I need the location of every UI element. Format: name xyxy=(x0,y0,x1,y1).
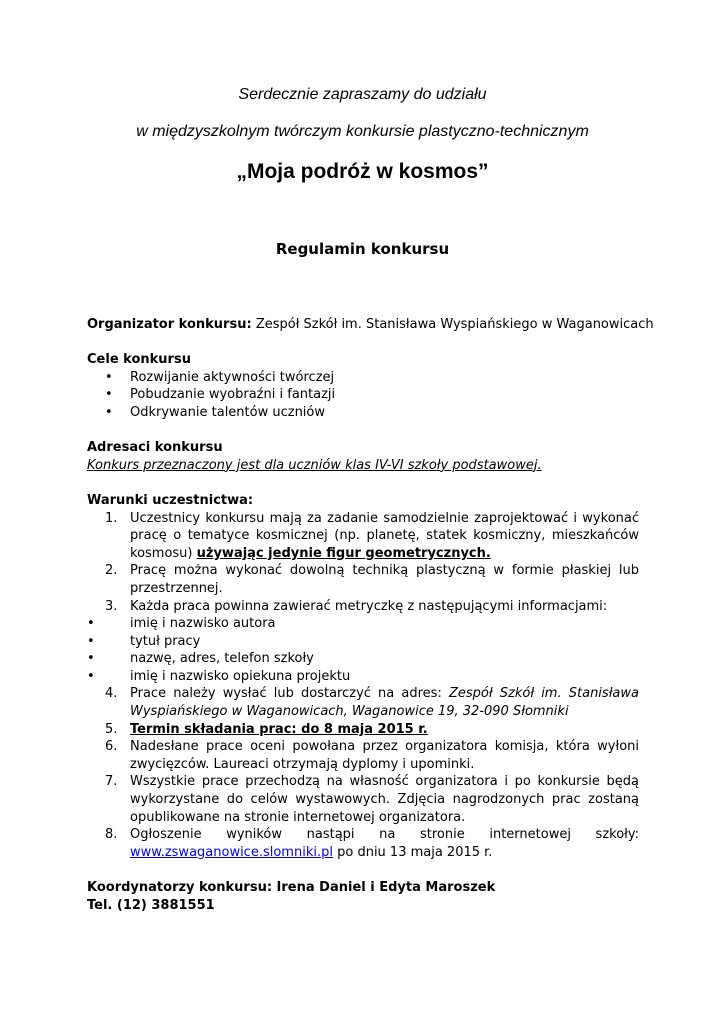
school-address: Zespół Szkół im. Stanisława Wyspiańskiego w Waganowicach, Waganowice 19, 32-090 Słomniki xyxy=(130,686,639,720)
coordinators-line: Koordynatorzy konkursu: Irena Daniel i Edyta Maroszek xyxy=(87,880,496,895)
condition-text: Ogłoszenie wyników nastąpi na stronie internetowej szkoły: xyxy=(130,827,639,843)
condition-text: Nadesłane prace oceni powołana przez organizatora komisja, która wyłoni zwycięzców. Laureaci otrzymają dyplomy i upominki. xyxy=(130,739,639,772)
bullet-icon: • xyxy=(87,651,95,667)
intro-line-2: w międzyszkolnym twórczym konkursie plastyczno-technicznym xyxy=(136,123,589,140)
results-date: po dniu 13 maja 2015 r. xyxy=(337,844,493,860)
condition-item-4 xyxy=(87,685,639,720)
bullet-icon: • xyxy=(105,387,113,403)
condition-item-2 xyxy=(87,562,639,597)
item-number: 2. xyxy=(105,563,118,579)
rules-heading: Regulamin konkursu xyxy=(275,240,450,258)
bullet-icon: • xyxy=(87,668,95,684)
conditions-heading: Warunki uczestnictwa: xyxy=(87,492,254,508)
condition-text: Uczestnicy konkursu mają za zadanie samodzielnie zaprojektować i wykonać pracę o tematyce kosmicznej (np. planetę, statek kosmiczny, mieszkańców kosmosu) xyxy=(130,510,639,561)
item-number: 7. xyxy=(105,774,118,790)
condition-text: Pracę można wykonać dowolną techniką plastyczną w formie płaskiej lub przestrzennej. xyxy=(130,563,639,596)
intro-line-1: Serdecznie zapraszamy do udziału xyxy=(238,86,487,103)
results-line-1 xyxy=(130,826,639,844)
phone-line: Tel. (12) 3881551 xyxy=(87,897,215,913)
condition-item-5 xyxy=(87,721,639,739)
goal-item xyxy=(87,386,639,404)
organizer-label: Organizator konkursu: xyxy=(87,317,252,332)
goal-item xyxy=(87,404,639,422)
condition-text: Wszystkie prace przechodzą na własność organizatora i po konkursie będą wykorzystane do celów wystawowych. Zdjęcia nagrodzonych prac zostaną opublikowane na stronie internetowej organizatora. xyxy=(130,774,639,825)
condition-item-7 xyxy=(87,773,639,826)
results-line-2 xyxy=(130,844,639,862)
item-number: 8. xyxy=(105,827,118,843)
bullet-icon: • xyxy=(105,404,113,420)
contest-title: „Moja podróż w kosmos” xyxy=(236,160,489,183)
goal-text: Pobudzanie wyobraźni i fantazji xyxy=(130,387,336,403)
item-number: 4. xyxy=(105,686,118,702)
metrics-text: tytuł pracy xyxy=(130,633,201,649)
organizer-line xyxy=(87,316,654,334)
condition-emphasis: używając jedynie figur geometrycznych. xyxy=(196,545,491,561)
metrics-item xyxy=(87,615,639,633)
metrics-item xyxy=(87,650,639,668)
item-number: 5. xyxy=(105,721,118,737)
school-website-link[interactable]: www.zswaganowice.slomniki.pl xyxy=(130,844,333,860)
item-number: 1. xyxy=(105,510,118,526)
bullet-icon: • xyxy=(87,616,95,632)
condition-item-1 xyxy=(87,510,639,563)
deadline-text: Termin składania prac: do 8 maja 2015 r. xyxy=(130,721,428,737)
bullet-icon: • xyxy=(87,633,95,649)
bullet-icon: • xyxy=(105,369,113,385)
goal-item xyxy=(87,369,639,387)
item-number: 3. xyxy=(105,598,118,614)
goal-text: Odkrywanie talentów uczniów xyxy=(130,404,326,420)
item-number: 6. xyxy=(105,739,118,755)
organizer-value: Zespół Szkół im. Stanisława Wyspiańskiego w Waganowicach xyxy=(255,317,654,332)
condition-item-3 xyxy=(87,598,639,616)
condition-text: Prace należy wysłać lub dostarczyć na adres: xyxy=(130,686,442,702)
rules-body xyxy=(87,316,654,914)
goal-text: Rozwijanie aktywności twórczej xyxy=(130,369,335,385)
metrics-item xyxy=(87,633,639,651)
metrics-text: imię i nazwisko opiekuna projektu xyxy=(130,668,351,684)
addressees-heading: Adresaci konkursu xyxy=(87,440,223,456)
condition-text: Każda praca powinna zawierać metryczkę z następującymi informacjami: xyxy=(130,598,608,614)
goals-heading: Cele konkursu xyxy=(87,352,191,368)
addressees-text: Konkurs przeznaczony jest dla uczniów klas IV-VI szkoły podstawowej. xyxy=(87,457,542,473)
metrics-item xyxy=(87,668,639,686)
condition-item-6 xyxy=(87,738,639,773)
condition-item-8 xyxy=(87,826,639,861)
metrics-text: nazwę, adres, telefon szkoły xyxy=(130,651,314,667)
metrics-text: imię i nazwisko autora xyxy=(130,616,276,632)
